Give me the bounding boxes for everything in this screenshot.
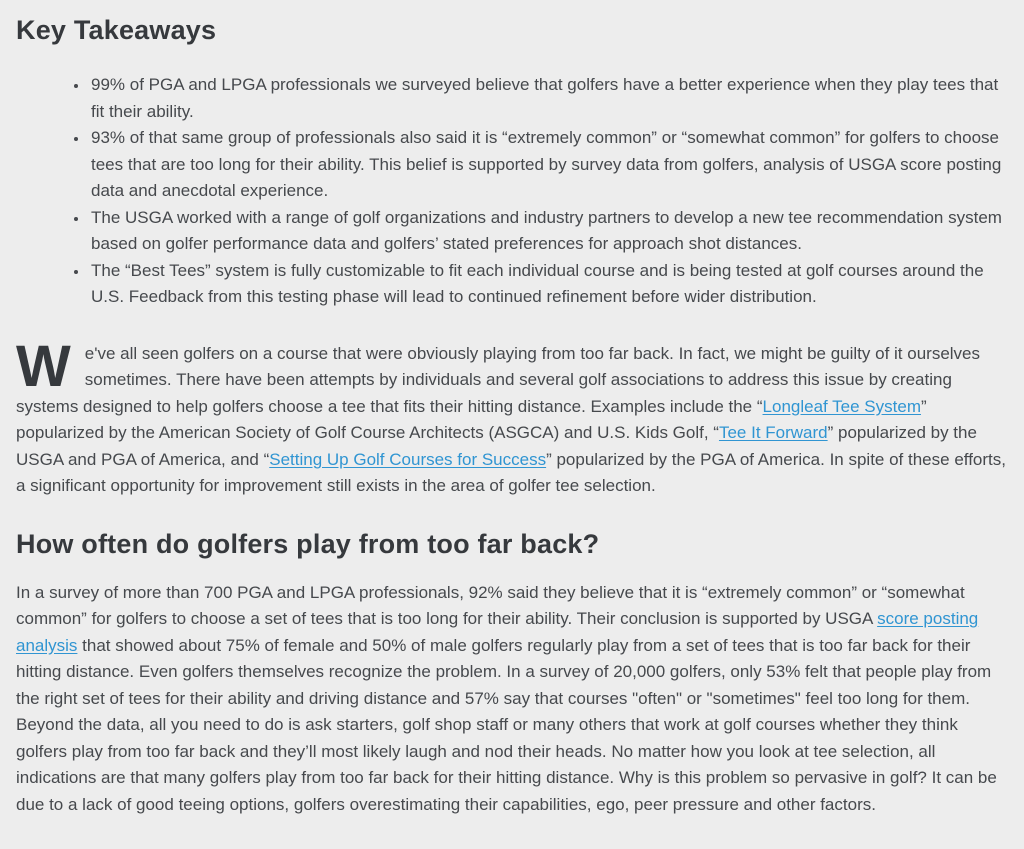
section-heading: How often do golfers play from too far back? (16, 528, 600, 559)
drop-cap: W (16, 333, 71, 399)
key-takeaways-heading: Key Takeaways (16, 15, 217, 45)
intro-paragraph (16, 333, 1008, 500)
key-takeaways-list (16, 72, 1008, 311)
score-posting-analysis-link[interactable]: score posting analysis (16, 609, 979, 655)
section-paragraph: In a survey of more than 700 PGA and LPGA professionals, 92% said they believe that it is “extremely common” or “somewhat common” for golfers to choose a set of tees that is too long for their ability. Their conclusion is supported by USGA score posting analysis that showed about 75% of female and 50% of male golfers regularly play from a set of tees that is too far back for their hitting distance. Even golfers themselves recognize the problem. In a survey of 20,000 golfers, only 53% felt that people play from the right set of tees for their ability and driving distance and 57% say that courses "often" or "sometimes" feel too long for them. Beyond the data, all you need to do is ask starters, golf shop staff or many others that work at golf courses whether they think golfers play from too far back and they’ll most likely laugh and nod their heads. No matter how you look at tee selection, all indications are that many golfers play from too far back for their hitting distance. Why is this problem so pervasive in golf? It can be due to a lack of good teeing options, golfers overestimating their capabilities, ego, peer pressure and other factors. (16, 582, 997, 814)
setting-up-golf-courses-for-success-link[interactable]: Setting Up Golf Courses for Success (269, 449, 547, 469)
takeaway-item: • 99% of PGA and LPGA professionals we surveyed believe that golfers have a better experience when they play tees that fit their ability. (89, 72, 1008, 125)
longleaf-tee-system-link[interactable]: Longleaf Tee System (762, 396, 921, 416)
takeaway-item: • 93% of that same group of professionals also said it is “extremely common” or “somewhat common” for golfers to choose tees that are too long for their ability. This belief is supported by survey data from golfers, analysis of USGA score posting data and anecdotal experience. (89, 125, 1008, 205)
intro-paragraph-text: e've all seen golfers on a course that were obviously playing from too far back. In fact, we might be guilty of it ourselves sometimes. There have been attempts by individuals and several golf associations to address this issue by creating systems designed to help golfers choose a tee that fits their hitting distance. Examples include the “Longleaf Tee System” popularized by the American Society of Golf Course Architects (ASGCA) and U.S. Kids Golf, “Tee It Forward” popularized by the USGA and PGA of America, and “Setting Up Golf Courses for Success” popularized by the PGA of America. In spite of these efforts, a significant opportunity for improvement still exists in the area of golfer tee selection. (16, 343, 1006, 495)
takeaway-item: • The “Best Tees” system is fully customizable to fit each individual course and is being tested at golf courses around the U.S. Feedback from this testing phase will lead to continued refinement before wider distribution. (89, 258, 1008, 311)
takeaway-item: • The USGA worked with a range of golf organizations and industry partners to develop a new tee recommendation system based on golfer performance data and golfers’ stated preferences for approach shot distances. (89, 205, 1008, 258)
tee-it-forward-link[interactable]: Tee It Forward (718, 423, 828, 442)
